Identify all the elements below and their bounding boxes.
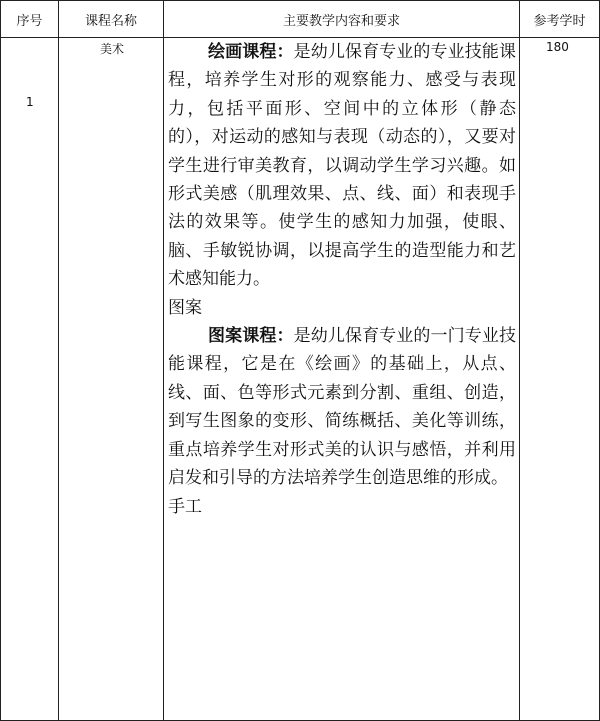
- pattern-title: 图案课程：: [208, 326, 294, 347]
- painting-paragraph: [168, 38, 516, 294]
- column-divider-3: [519, 0, 520, 721]
- course-description: [168, 38, 516, 521]
- painting-title: 绘画课程：: [208, 42, 294, 62]
- header-index: 序号: [16, 13, 43, 29]
- header-content: 主要教学内容和要求: [282, 13, 400, 29]
- pattern-body: 是幼儿保育专业的一门专业技能课程，它是在《绘画》的基础上，从点、线、面、色等形式元素到分割、重组、创造，到写生图象的变形、简练概括、美化等训练，重点培养学生对形式美的认识与感悟，并利用启发和引导的方法培养学生创造思维的形成。: [168, 326, 517, 489]
- row-index: 1: [26, 95, 34, 109]
- row-hours: 180: [546, 40, 569, 54]
- painting-body: 是幼儿保育专业的专业技能课程，培养学生对形的观察能力、感受与表现力，包括平面形、空间中的立体形（静态的），对运动的感知与表现（动态的），又要对学生进行审美教育，以调动学生学习兴趣。如形式美感（肌理效果、点、线、面）和表现手法的效果等。使学生的感知力加强，使眼、脑、手敏锐协调，以提高学生的造型能力和艺术感知能力。: [168, 42, 517, 290]
- row-course-name: 美术: [100, 42, 125, 56]
- pattern-heading: 图案: [168, 297, 202, 318]
- handcraft-heading: 手工: [168, 496, 202, 517]
- pattern-paragraph: [168, 322, 516, 492]
- column-divider-2: [163, 0, 164, 721]
- column-divider-1: [58, 0, 59, 721]
- header-course-name: 课程名称: [84, 13, 137, 29]
- table-border-left: [0, 0, 1, 721]
- header-hours: 参考学时: [533, 13, 586, 29]
